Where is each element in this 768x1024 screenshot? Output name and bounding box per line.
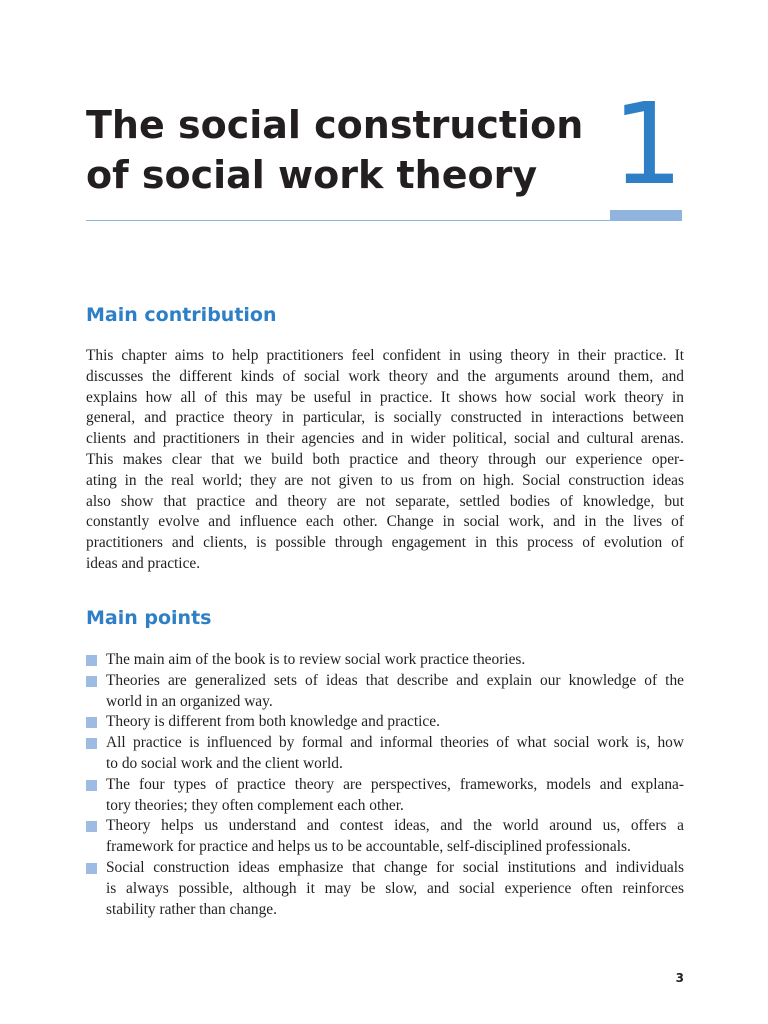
main-contribution-heading: Main contribution (86, 304, 277, 326)
paragraph-line: constantly evolve and influence each other. Change in social work, and in the lives of (86, 513, 684, 531)
paragraph-line: ating in the real world; they are not given to us from on high. Social construction ideas (86, 471, 684, 489)
list-item-line: Theory is different from both knowledge and practice. (106, 713, 440, 731)
list-item (86, 775, 684, 817)
chapter-title-line-1: The social construction (86, 103, 584, 147)
square-bullet-icon (86, 676, 97, 687)
list-item-line: tory theories; they often complement each other. (106, 796, 404, 814)
chapter-number: 1 (612, 80, 684, 210)
list-item (86, 712, 684, 733)
square-bullet-icon (86, 655, 97, 666)
paragraph-line: discusses the different kinds of social work theory and the arguments around them, and (86, 367, 684, 385)
main-points-heading: Main points (86, 607, 212, 629)
chapter-title-line-2: of social work theory (86, 153, 538, 197)
list-item-line: Social construction ideas emphasize that change for social institutions and individuals (106, 858, 684, 876)
list-item-line: All practice is influenced by formal and informal theories of what social work is, how (106, 734, 684, 752)
list-item-line: world in an organized way. (106, 692, 273, 710)
paragraph-line: also show that practice and theory are not separate, settled bodies of knowledge, but (86, 492, 684, 510)
list-item (86, 858, 684, 920)
title-divider (86, 220, 610, 221)
paragraph-line: This chapter aims to help practitioners feel confident in using theory in their practice. It (86, 347, 684, 364)
list-item (86, 816, 684, 858)
square-bullet-icon (86, 863, 97, 874)
list-item-line: is always possible, although it may be slow, and social experience often reinforces (106, 879, 684, 897)
list-item-line: The four types of practice theory are perspectives, frameworks, models and explana- (106, 775, 684, 793)
paragraph-line: ideas and practice. (86, 554, 201, 572)
list-item-line: to do social work and the client world. (106, 754, 343, 772)
list-item-line: framework for practice and helps us to be accountable, self-disciplined professionals. (106, 838, 631, 856)
list-item-line: Theories are generalized sets of ideas that describe and explain our knowledge of the (106, 671, 684, 689)
list-item-line: stability rather than change. (106, 900, 277, 918)
main-points-list (86, 650, 684, 920)
square-bullet-icon (86, 738, 97, 749)
list-item-line: The main aim of the book is to review social work practice theories. (106, 651, 526, 668)
page-number: 3 (675, 971, 684, 985)
chapter-title (86, 100, 596, 200)
paragraph-line: general, and practice theory in particular, is socially constructed in interactions between (86, 409, 684, 427)
paragraph-line: practitioners and clients, is possible through engagement in this process of evolution of (86, 534, 684, 552)
list-item (86, 671, 684, 713)
list-item (86, 650, 684, 671)
paragraph-line: clients and practitioners in their agencies and in wider political, social and cultural arenas. (86, 430, 684, 448)
main-contribution-paragraph (86, 346, 684, 575)
paragraph-line: This makes clear that we build both practice and theory through our experience oper- (86, 450, 684, 468)
paragraph-line: explains how all of this may be useful in practice. It shows how social work theory in (86, 388, 684, 406)
square-bullet-icon (86, 717, 97, 728)
square-bullet-icon (86, 780, 97, 791)
list-item (86, 733, 684, 775)
chapter-number-bar (610, 210, 682, 221)
list-item-line: Theory helps us understand and contest ideas, and the world around us, offers a (106, 817, 684, 835)
square-bullet-icon (86, 821, 97, 832)
